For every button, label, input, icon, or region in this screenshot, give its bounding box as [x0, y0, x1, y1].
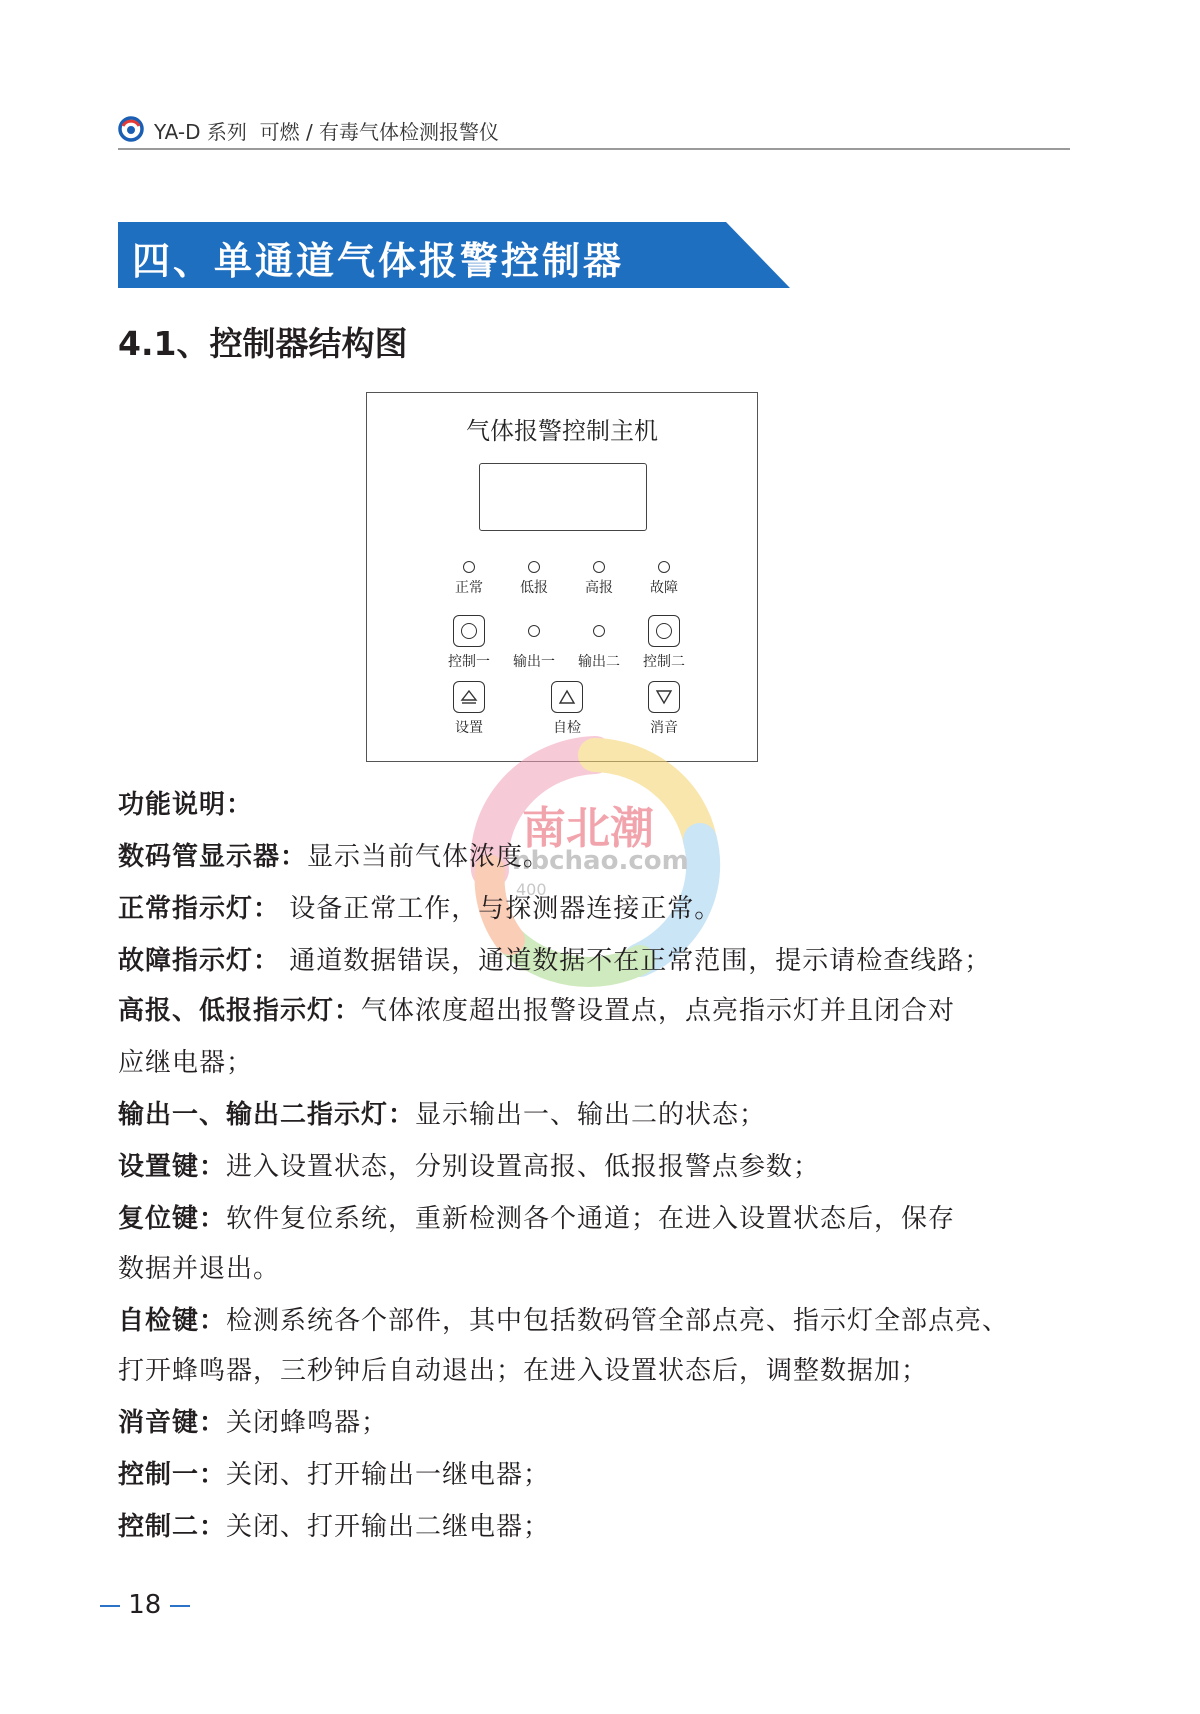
control-one-key[interactable]	[453, 615, 485, 647]
item-text: 设备正常工作，与探测器连接正常。	[280, 894, 722, 924]
page-footer	[100, 1590, 190, 1620]
function-item	[118, 1146, 820, 1183]
heading-text: 功能说明	[118, 790, 227, 820]
footer-dash-right	[170, 1605, 190, 1607]
item-label: 控制一：	[118, 1460, 227, 1490]
label-mute: 消音	[650, 720, 678, 736]
function-item	[118, 888, 721, 925]
company-logo-icon	[118, 116, 144, 142]
section-title: 四、单通道气体报警控制器	[132, 239, 625, 283]
item-label: 控制二：	[118, 1512, 227, 1542]
function-item	[118, 836, 550, 873]
item-text: 应继电器；	[118, 1048, 254, 1078]
label-high-alarm: 高报	[585, 580, 613, 596]
function-item	[118, 1454, 550, 1491]
circle-icon	[461, 623, 477, 639]
label-set: 设置	[455, 720, 483, 736]
item-label: 设置键：	[118, 1152, 227, 1182]
function-item-continued	[118, 1248, 280, 1285]
item-text: 显示输出一、输出二的状态；	[415, 1100, 767, 1130]
item-label: 自检键：	[118, 1306, 227, 1336]
item-text: 软件复位系统，重新检测各个通道；在进入设置状态后，保存	[226, 1204, 956, 1234]
label-normal: 正常	[455, 580, 483, 596]
page-number: 18	[128, 1590, 162, 1620]
item-text: 气体浓度超出报警设置点，点亮指示灯并且闭合对	[361, 996, 956, 1026]
label-output-one: 输出一	[513, 654, 555, 670]
circle-icon	[656, 623, 672, 639]
footer-dash-left	[100, 1605, 120, 1607]
led-output-two	[593, 625, 605, 637]
function-item-continued	[118, 1042, 253, 1079]
up-triangle-icon	[558, 689, 576, 705]
item-text: 关闭、打开输出一继电器；	[226, 1460, 551, 1490]
mute-key[interactable]	[648, 681, 680, 713]
watermark-site: nbchao.com	[512, 846, 689, 876]
item-label: 故障指示灯：	[118, 946, 281, 976]
function-item	[118, 940, 991, 977]
label-control-one: 控制一	[448, 654, 490, 670]
item-text: 打开蜂鸣器，三秒钟后自动退出；在进入设置状态后，调整数据加；	[118, 1356, 929, 1386]
label-fault: 故障	[650, 580, 678, 596]
item-label: 消音键：	[118, 1408, 227, 1438]
header-series: YA-D 系列	[154, 120, 247, 144]
item-label: 复位键：	[118, 1204, 227, 1234]
item-label: 正常指示灯：	[118, 894, 281, 924]
item-text: 进入设置状态，分别设置高报、低报报警点参数；	[226, 1152, 821, 1182]
digital-display	[479, 463, 647, 531]
diagram-title: 气体报警控制主机	[466, 417, 658, 445]
control-two-key[interactable]	[648, 615, 680, 647]
running-header	[118, 112, 1070, 148]
function-item	[118, 1198, 955, 1235]
label-output-two: 输出二	[578, 654, 620, 670]
function-item	[118, 1300, 1009, 1337]
section-banner	[118, 222, 790, 288]
item-text: 关闭蜂鸣器；	[226, 1408, 389, 1438]
header-title	[154, 116, 499, 145]
functions-heading: 功能说明：	[118, 790, 254, 820]
led-output-one	[528, 625, 540, 637]
item-text: 通道数据错误，通道数据不在正常范围，提示请检查线路；	[280, 946, 992, 976]
header-divider	[118, 148, 1070, 150]
self-test-key[interactable]	[551, 681, 583, 713]
item-text: 关闭、打开输出二继电器；	[226, 1512, 551, 1542]
eject-icon	[460, 689, 478, 705]
item-label: 高报、低报指示灯：	[118, 996, 362, 1026]
item-text: 显示当前气体浓度。	[307, 842, 551, 872]
label-control-two: 控制二	[643, 654, 685, 670]
watermark-phone: 400	[516, 880, 547, 899]
label-low-alarm: 低报	[520, 580, 548, 596]
function-item	[118, 990, 955, 1027]
led-fault	[658, 561, 670, 573]
function-item	[118, 1402, 388, 1439]
function-item	[118, 1506, 550, 1543]
led-high-alarm	[593, 561, 605, 573]
set-key[interactable]	[453, 681, 485, 713]
subsection-title: 4.1、控制器结构图	[118, 324, 408, 363]
label-self-test: 自检	[553, 720, 581, 736]
down-triangle-icon	[655, 689, 673, 705]
item-text: 数据并退出。	[118, 1254, 281, 1284]
function-item-continued	[118, 1350, 928, 1387]
item-label: 输出一、输出二指示灯：	[118, 1100, 416, 1130]
item-text: 检测系统各个部件，其中包括数码管全部点亮、指示灯全部点亮、	[226, 1306, 1010, 1336]
led-normal	[463, 561, 475, 573]
header-product: 可燃 / 有毒气体检测报警仪	[259, 120, 500, 144]
controller-diagram	[366, 392, 758, 762]
item-label: 数码管显示器：	[118, 842, 308, 872]
function-item	[118, 1094, 766, 1131]
led-low-alarm	[528, 561, 540, 573]
watermark-brand: 南北潮	[522, 803, 654, 854]
